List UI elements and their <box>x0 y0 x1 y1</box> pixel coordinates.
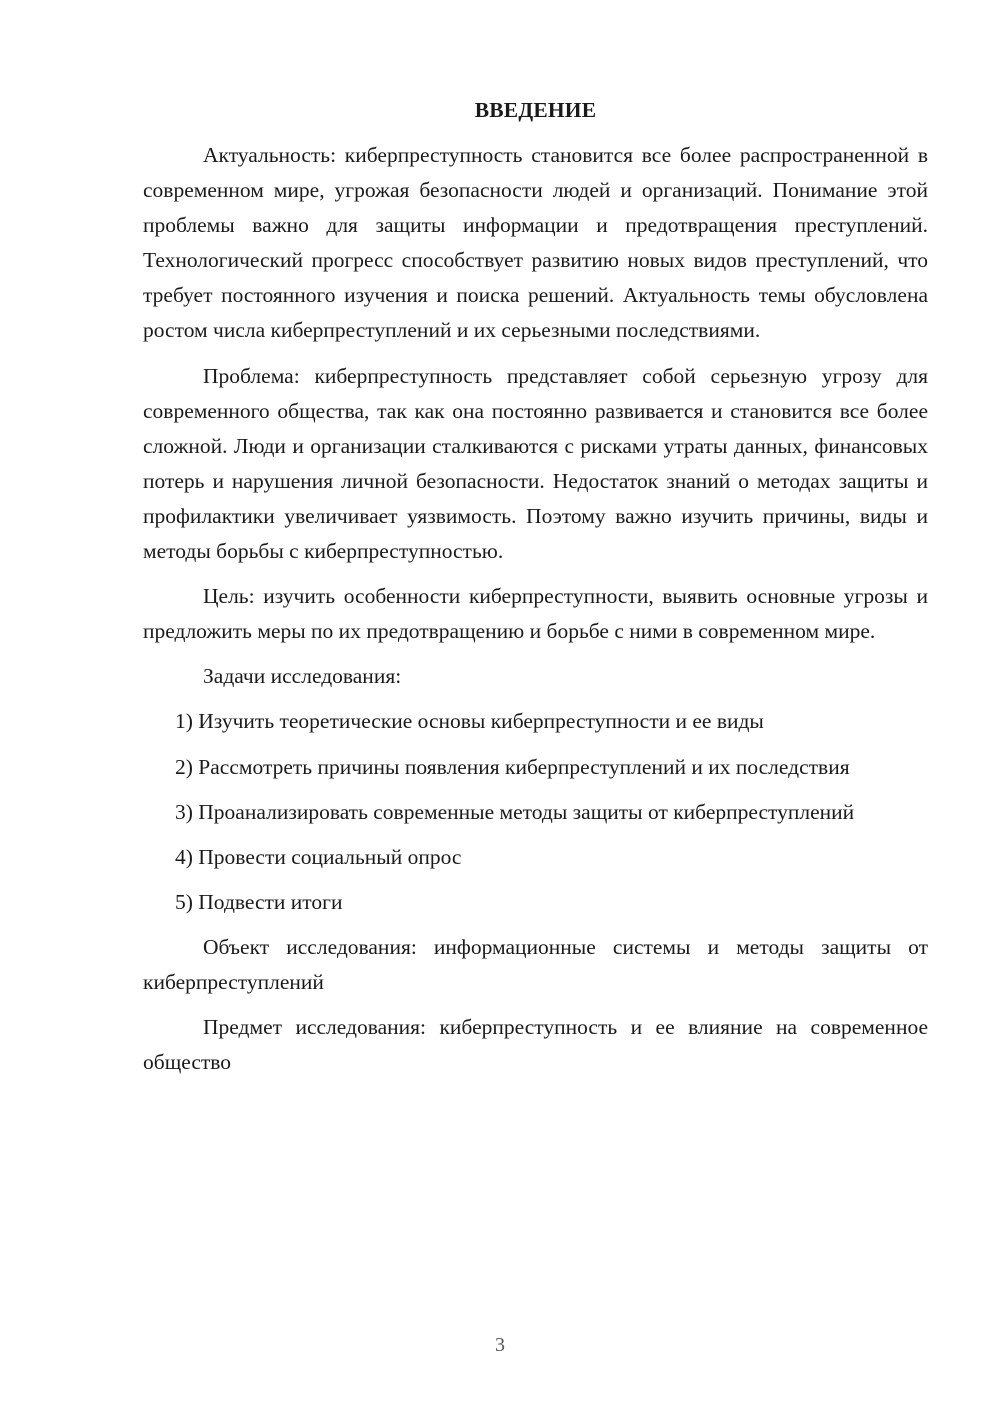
task-item: 4) Провести социальный опрос <box>175 844 462 869</box>
paragraph-object: Объект исследования: информационные системы и методы защиты от киберпреступлений <box>143 934 928 994</box>
paragraph-subject: Предмет исследования: киберпреступность и ее влияние на современное общество <box>143 1015 928 1075</box>
document-title: ВВЕДЕНИЕ <box>474 98 597 122</box>
task-item: 2) Рассмотреть причины появления киберпреступлений и их последствия <box>175 754 850 779</box>
paragraph-relevance: Актуальность: киберпреступность становится все более распространенной в современном мире, угрожая безопасности людей и организаций. Понимание этой проблемы важно для защиты информации и предотвращения преступлений. Технологический прогресс способствует развитию новых видов преступлений, что требует постоянного изучения и поиска решений. Актуальность темы обусловлена ростом числа киберпреступлений и их серьезными последствиями. <box>143 143 928 343</box>
document-page <box>143 93 928 1080</box>
paragraph-tasks-heading: Задачи исследования: <box>203 664 402 689</box>
paragraph-goal: Цель: изучить особенности киберпреступности, выявить основные угрозы и предложить меры по их предотвращению и борьбе с ними в современном мире. <box>143 584 928 644</box>
page-number: 3 <box>495 1334 505 1356</box>
task-item: 5) Подвести итоги <box>175 889 343 914</box>
task-item: 1) Изучить теоретические основы киберпреступности и ее виды <box>175 709 764 734</box>
task-item: 3) Проанализировать современные методы защиты от киберпреступлений <box>175 799 855 824</box>
paragraph-problem: Проблема: киберпреступность представляет собой серьезную угрозу для современного общества, так как она постоянно развивается и становится все более сложной. Люди и организации сталкиваются с рисками утраты данных, финансовых потерь и нарушения личной безопасности. Недостаток знаний о методах защиты и профилактики увеличивает уязвимость. Поэтому важно изучить причины, виды и методы борьбы с киберпреступностью. <box>143 363 928 564</box>
